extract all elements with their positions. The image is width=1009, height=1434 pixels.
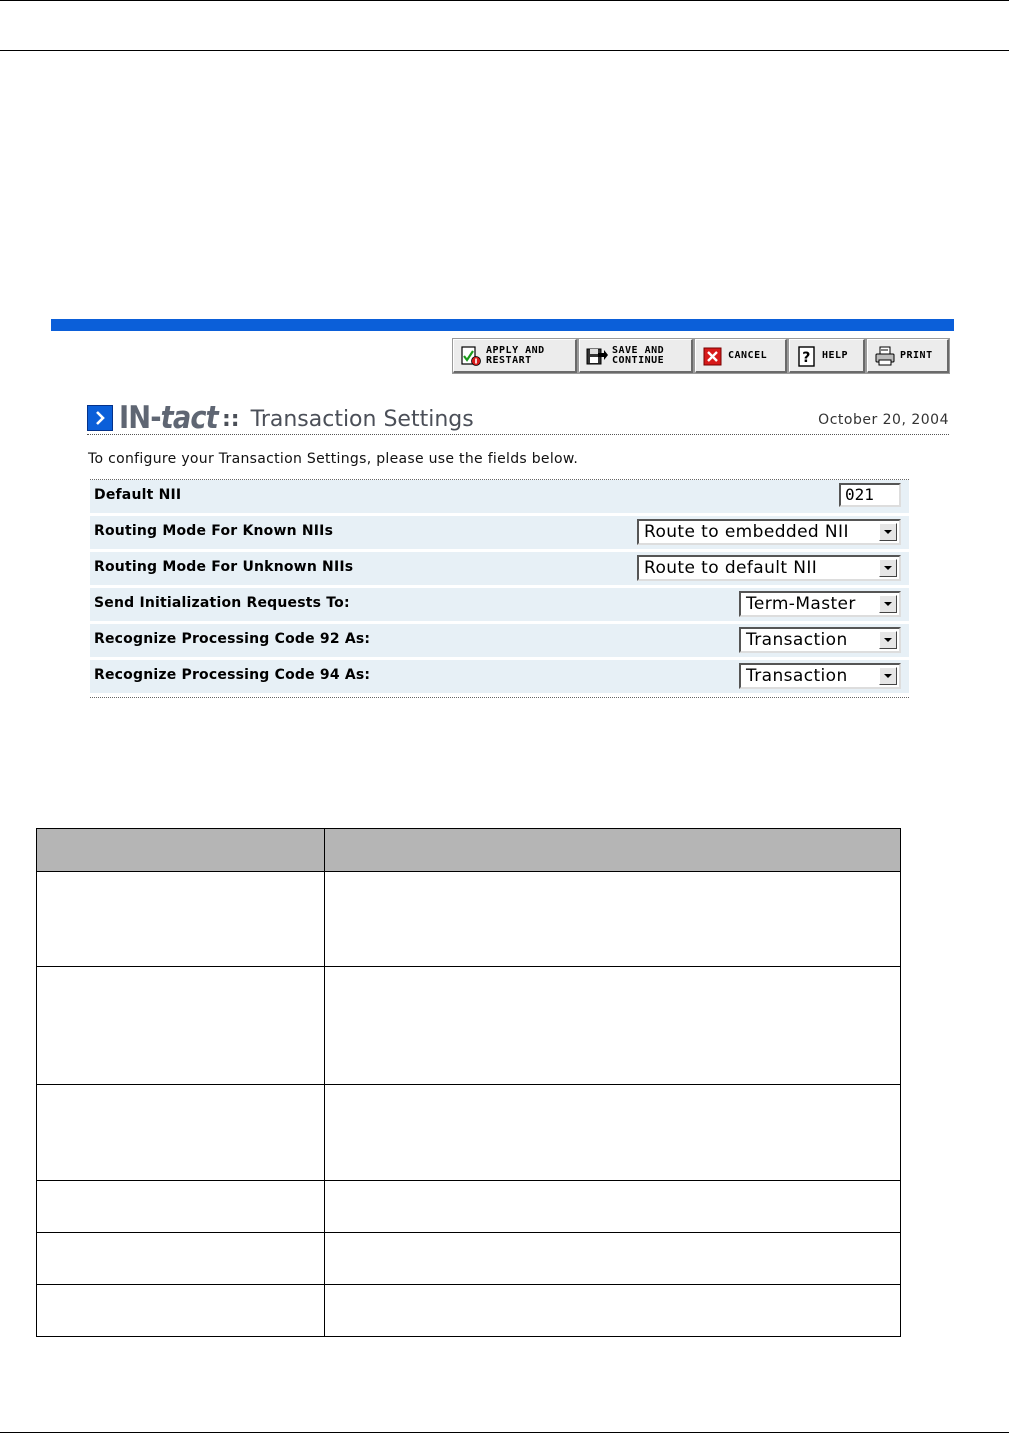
toolbar [453,339,949,373]
table-row [37,1285,901,1337]
cancel-label: CANCEL [728,349,768,361]
table-cell [37,967,325,1085]
top-rule [0,0,1009,1]
select-value: Term-Master [746,594,856,614]
table-cell [37,1233,325,1285]
table-cell [37,1285,325,1337]
title-separator: :: [222,407,240,432]
apply-restart-button[interactable] [453,339,577,373]
help-label: HELP [822,349,849,361]
apply-restart-label: APPLY AND RESTART [486,344,545,366]
print-icon [874,345,896,367]
cancel-icon [702,345,724,367]
header-rule [0,50,1009,51]
table-row [37,872,901,967]
header-accent-bar [51,319,954,331]
code-94-select[interactable] [739,663,901,689]
table-row [37,1181,901,1233]
table-cell [325,1285,901,1337]
known-niis-select[interactable] [637,519,901,545]
setting-row-init-requests [90,588,909,621]
print-label: PRINT [900,349,933,361]
print-button[interactable] [867,339,949,373]
chevron-down-icon[interactable] [879,667,897,685]
setting-row-known-niis [90,516,909,549]
help-button[interactable] [789,339,865,373]
footer-rule [0,1432,1009,1433]
setting-label: Routing Mode For Unknown NIIs [94,559,354,575]
select-value: Route to embedded NII [644,522,849,542]
setting-row-default-nii [90,480,909,513]
select-value: Route to default NII [644,558,818,578]
page-date: October 20, 2004 [818,412,949,428]
table-cell [37,1181,325,1233]
table-cell [325,1085,901,1181]
table-cell [37,1085,325,1181]
table-header-row [37,829,901,872]
intro-text: To configure your Transaction Settings, please use the fields below. [88,451,579,467]
table-header-cell [325,829,901,872]
apply-restart-icon [460,345,482,367]
setting-row-unknown-niis [90,552,909,585]
save-continue-button[interactable] [579,339,693,373]
unknown-niis-select[interactable] [637,555,901,581]
setting-label: Default NII [94,487,182,503]
table-row [37,1085,901,1181]
table-cell [325,967,901,1085]
page-title-text: Transaction Settings [250,407,474,432]
setting-row-code-94 [90,660,909,693]
chevron-down-icon[interactable] [879,523,897,541]
setting-label: Send Initialization Requests To: [94,595,350,611]
page-title [222,407,474,432]
select-value: Transaction [746,630,848,650]
default-nii-input[interactable]: 021 [839,483,901,507]
setting-label: Routing Mode For Known NIIs [94,523,334,539]
setting-row-code-92 [90,624,909,657]
table-row [37,967,901,1085]
select-value: Transaction [746,666,848,686]
save-continue-label: SAVE AND CONTINUE [612,344,665,366]
help-icon [796,345,818,367]
logo-tact: tact [160,400,218,436]
setting-label: Recognize Processing Code 92 As: [94,631,371,647]
logo-in: IN- [119,400,161,436]
init-requests-select[interactable] [739,591,901,617]
table-cell [325,1233,901,1285]
settings-form [90,479,909,698]
description-table [36,828,901,1337]
intact-logo [119,400,218,436]
chevron-down-icon[interactable] [879,559,897,577]
save-continue-icon [586,345,608,367]
table-header-cell [37,829,325,872]
table-cell [37,872,325,967]
chevron-down-icon[interactable] [879,631,897,649]
svg-text:?: ? [802,349,811,366]
chevron-down-icon[interactable] [879,595,897,613]
setting-label: Recognize Processing Code 94 As: [94,667,371,683]
chevron-right-icon [87,405,113,431]
table-cell [325,872,901,967]
cancel-button[interactable] [695,339,787,373]
table-cell [325,1181,901,1233]
code-92-select[interactable] [739,627,901,653]
page-header [87,400,949,435]
table-row [37,1233,901,1285]
